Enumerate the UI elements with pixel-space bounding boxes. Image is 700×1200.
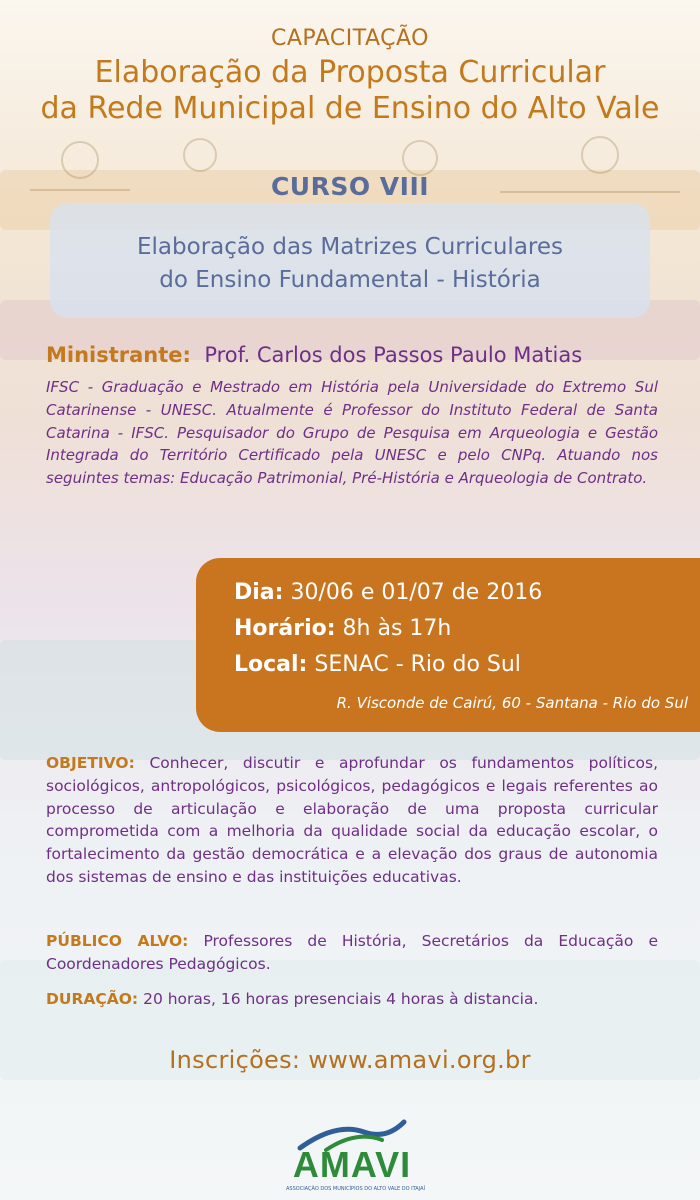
place-value: SENAC - Rio do Sul [314,652,521,677]
amavi-logo [286,1118,425,1198]
registration-link[interactable]: Inscrições: www.amavi.org.br [169,1046,531,1074]
instructor [46,343,582,367]
page-title [0,55,700,127]
course-subtitle [50,231,650,297]
subtitle-line-1: Elaboração das Matrizes Curriculares [137,234,563,260]
objective-text: Conhecer, discutir e aprofundar os fundamentos políticos, sociológicos, antropológicos, psicológicos, pedagógicos e legais referentes ao processo de articulação e elaboração de uma proposta curricular comprometida com a melhoria da qualidade social da educação escolar, o fortalecimento da gestão democrática e a elevação dos graus de autonomia dos sistemas de ensino e das instituições educativas. [46,754,658,886]
title-line-2: da Rede Municipal de Ensino do Alto Vale [40,91,660,126]
day-label: Dia: [234,580,284,605]
logo-name: AMAVI [292,1144,412,1185]
subtitle-line-2: do Ensino Fundamental - História [159,267,541,293]
event-address: R. Visconde de Cairú, 60 - Santana - Rio do Sul [336,694,688,712]
title-line-1: Elaboração da Proposta Curricular [94,55,606,90]
duration-text: 20 horas, 16 horas presenciais 4 horas à distancia. [143,990,539,1008]
place-label: Local: [234,652,308,677]
event-place [234,652,521,677]
course-subtitle-box [50,203,650,318]
course-number: CURSO VIII [270,172,430,201]
audience-label: PÚBLICO ALVO: [46,932,189,950]
time-value: 8h às 17h [342,616,452,641]
duration-label: DURAÇÃO: [46,990,139,1008]
objective-label: OBJETIVO: [46,754,135,772]
event-info-box [196,558,700,732]
time-label: Horário: [234,616,336,641]
audience-text: Professores de História, Secretários da Educação e Coordenadores Pedagógicos. [46,932,658,973]
logo-subtitle: ASSOCIAÇÃO DOS MUNICÍPIOS DO ALTO VALE DO ITAJAÍ [286,1186,425,1192]
instructor-name: Prof. Carlos dos Passos Paulo Matias [204,343,583,367]
objective-paragraph [46,752,658,889]
instructor-bio: IFSC - Graduação e Mestrado em História pela Universidade do Extremo Sul Catarinense - UNESC. Atualmente é Professor do Instituto Federal de Santa Catarina - IFSC. Pesquisador do Grupo de Pesquisa em Arqueologia e Gestão Integrada do Território Certificado pela UNESC e pelo CNPq. Atuando nos seguintes temas: Educação Patrimonial, Pré-História e Arqueologia de Contrato. [46,378,658,488]
duration-paragraph [46,988,658,1011]
header-kicker: CAPACITAÇÃO [270,26,430,51]
event-time [234,616,451,641]
audience-paragraph [46,930,658,976]
instructor-label: Ministrante: [46,343,191,367]
header [0,26,700,127]
event-day [234,580,542,605]
day-value: 30/06 e 01/07 de 2016 [290,580,543,605]
